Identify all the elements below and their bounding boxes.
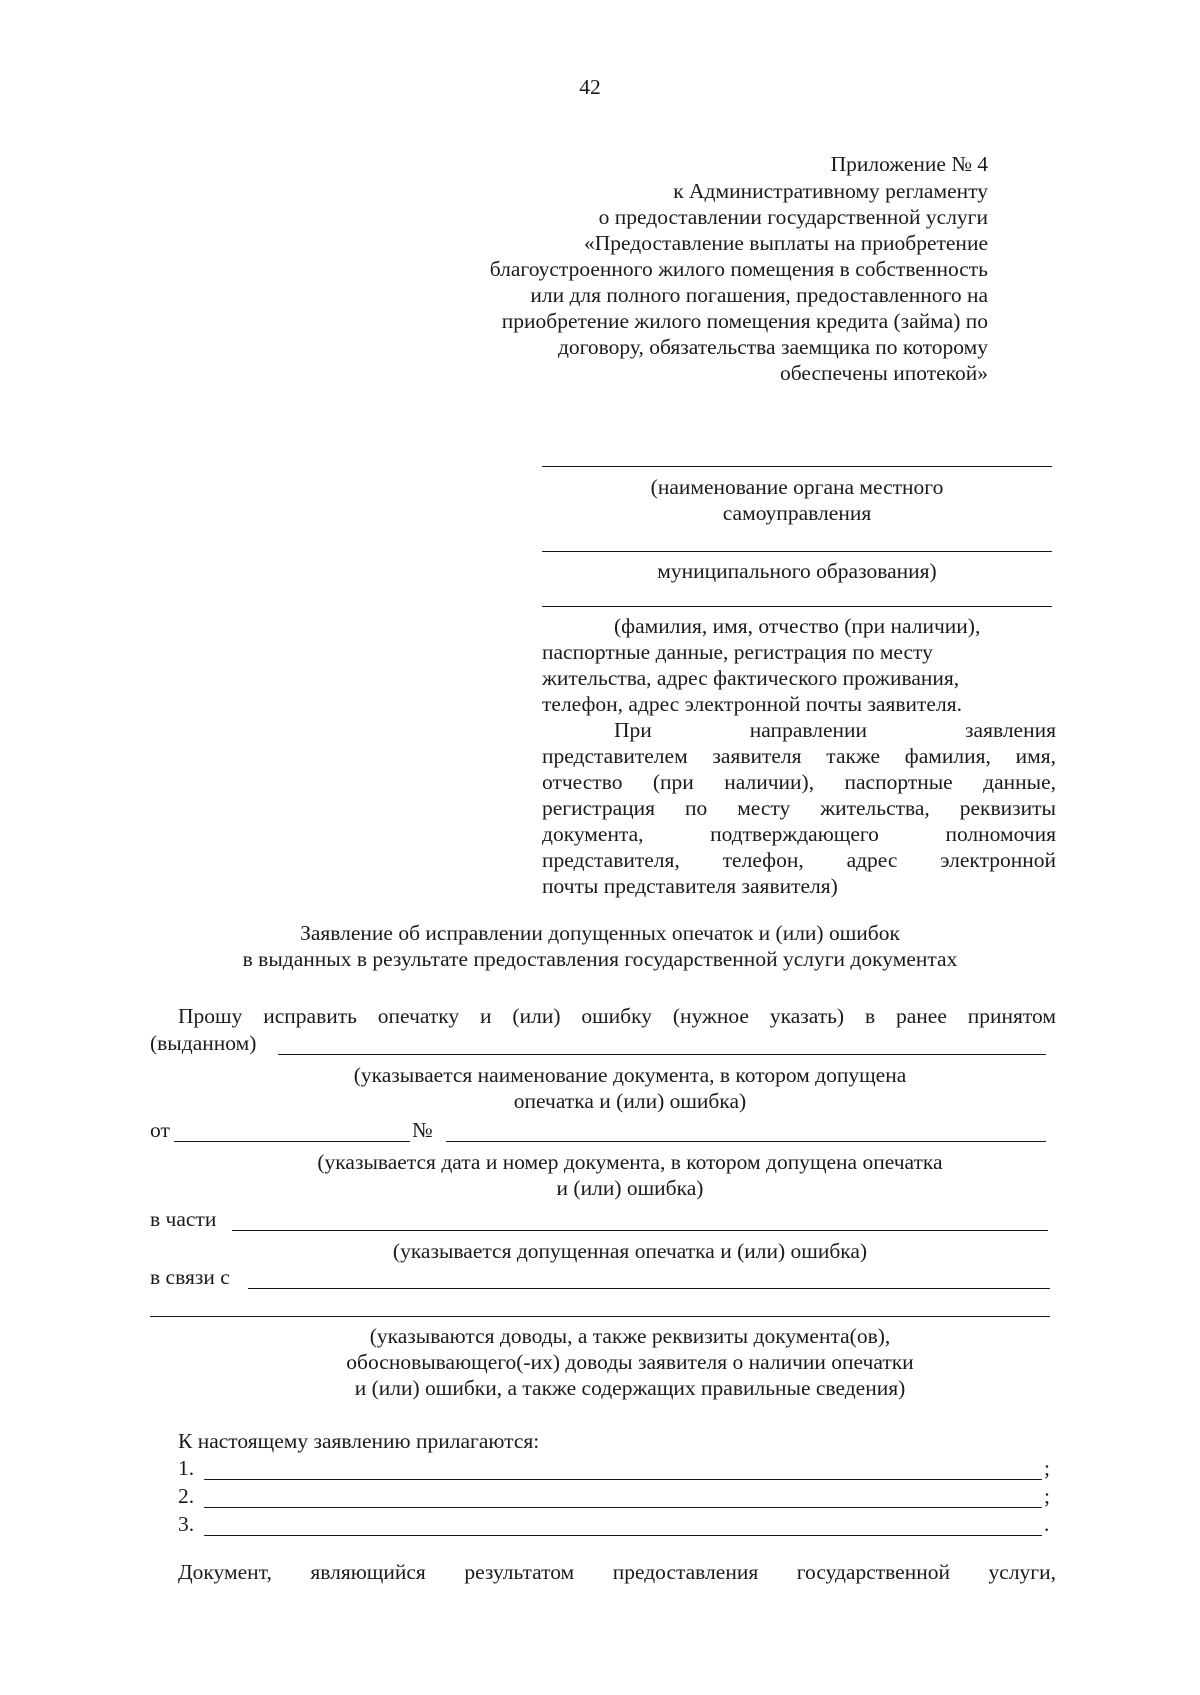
appendix-line: обеспечены ипотекой» (780, 361, 988, 385)
request-line: Прошу исправить опечатку и (или) ошибку (нужное указать) в ранее принятом (178, 1004, 1056, 1028)
rep-hint-line: представителя, телефон, адрес электронной (542, 848, 1056, 872)
result-document-line: Документ, являющийся результатом предоставления государственной услуги, (178, 1560, 1056, 1584)
document-date-field[interactable] (174, 1141, 410, 1142)
attachment-field[interactable] (204, 1507, 1042, 1508)
org-hint-line3: муниципального образования) (657, 559, 937, 583)
document-title-line2: в выданных в результате предоставления государственной услуги документах (242, 947, 958, 971)
reason-hint-line3: и (или) ошибки, а также содержащих правильные сведения) (354, 1376, 906, 1400)
rep-hint-line: представителем заявителя также фамилия, имя, (542, 744, 1056, 768)
part-label: в части (150, 1207, 217, 1231)
applicant-hint-line: паспортные данные, регистрация по месту (542, 640, 933, 664)
appendix-line: договору, обязательства заемщика по которому (557, 335, 988, 359)
appendix-line: о предоставлении государственной услуги (598, 205, 988, 229)
reason-field-line-2[interactable] (150, 1316, 1050, 1317)
attachment-number: 3. (178, 1512, 195, 1536)
applicant-hint-line: (фамилия, имя, отчество (при наличии), (614, 614, 981, 638)
attachment-field[interactable] (204, 1535, 1042, 1536)
doc-hint-line1: (указывается наименование документа, в котором допущена (353, 1063, 907, 1087)
attachment-end-mark: ; (1044, 1456, 1050, 1480)
rep-hint-line: отчество (при наличии), паспортные данные, (542, 770, 1056, 794)
attachment-end-mark: ; (1044, 1484, 1050, 1508)
attachment-number: 2. (178, 1484, 195, 1508)
date-hint-line1: (указывается дата и номер документа, в котором допущена опечатка (317, 1150, 943, 1174)
reason-field[interactable] (248, 1288, 1050, 1289)
number-label: № (412, 1118, 433, 1142)
error-part-field[interactable] (232, 1230, 1048, 1231)
reason-label: в связи с (150, 1265, 230, 1289)
applicant-field-line (542, 606, 1052, 607)
appendix-line: Приложение № 4 (830, 152, 988, 176)
attachment-field[interactable] (204, 1479, 1042, 1480)
applicant-hint-line: телефон, адрес электронной почты заявителя. (542, 692, 962, 716)
reason-hint-line1: (указываются доводы, а также реквизиты документа(ов), (369, 1324, 891, 1348)
reason-hint-line2: обосновывающего(-их) доводы заявителя о наличии опечатки (346, 1350, 914, 1374)
attachment-number: 1. (178, 1456, 195, 1480)
org-name-field-line (542, 466, 1052, 467)
page-number: 42 (579, 75, 601, 99)
rep-hint-word: направлении (749, 718, 868, 742)
appendix-line: или для полного погашения, предоставленного на (530, 283, 988, 307)
document-title-line1: Заявление об исправлении допущенных опечаток и (или) ошибок (300, 921, 900, 945)
rep-hint-line: документа, подтверждающего полномочия (542, 822, 1056, 846)
date-hint-line2: и (или) ошибка) (556, 1176, 704, 1200)
issued-label: (выданном) (150, 1031, 257, 1055)
appendix-line: к Административному регламенту (673, 179, 988, 203)
from-label: от (150, 1118, 170, 1142)
org-hint-line2: самоуправления (722, 501, 872, 525)
appendix-line: «Предоставление выплаты на приобретение (583, 231, 988, 255)
org-hint-line1: (наименование органа местного (650, 475, 944, 499)
appendix-line: благоустроенного жилого помещения в собственность (489, 257, 988, 281)
rep-hint-word: заявления (965, 718, 1056, 742)
doc-hint-line2: опечатка и (или) ошибка) (513, 1089, 747, 1113)
document-number-field[interactable] (446, 1141, 1046, 1142)
applicant-hint-line: жительства, адрес фактического проживания, (542, 666, 960, 690)
document-name-field[interactable] (278, 1054, 1046, 1055)
rep-hint-line: регистрация по месту жительства, реквизиты (542, 796, 1056, 820)
attachment-end-mark: . (1044, 1512, 1050, 1536)
appendix-line: приобретение жилого помещения кредита (займа) по (501, 309, 988, 333)
rep-hint-line (614, 717, 1056, 743)
rep-hint-word: При (614, 718, 652, 742)
rep-hint-line: почты представителя заявителя) (542, 874, 838, 898)
org-name-field-line-2 (542, 551, 1052, 552)
attachments-heading: К настоящему заявлению прилагаются: (178, 1429, 540, 1453)
part-hint: (указывается допущенная опечатка и (или) ошибка) (392, 1239, 868, 1263)
